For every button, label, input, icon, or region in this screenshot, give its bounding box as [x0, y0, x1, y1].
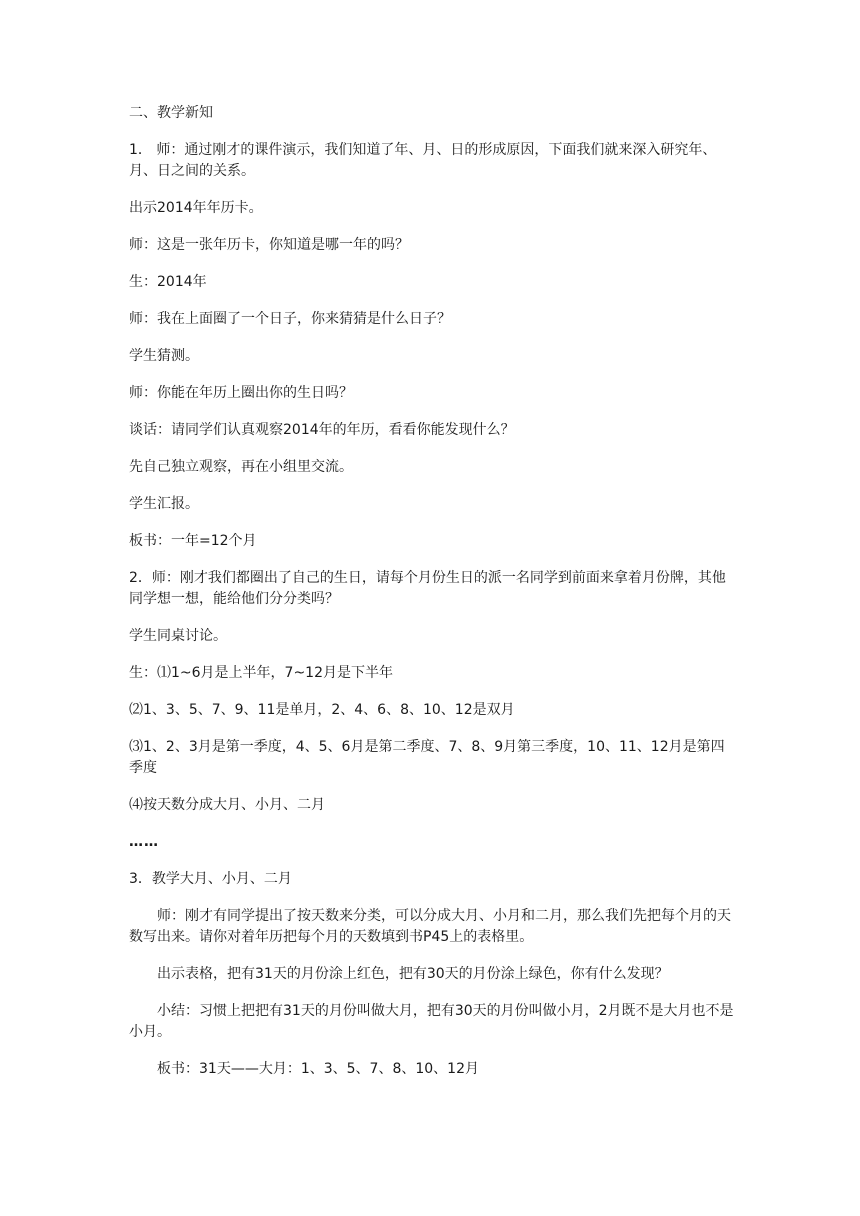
paragraph-show-calendar: 出示2014年年历卡。 [129, 200, 263, 216]
document-body [129, 103, 734, 1096]
paragraph-observe: 先自己独立观察，再在小组里交流。 [129, 459, 353, 475]
paragraph-student-answer: 生：2014年 [129, 274, 207, 290]
paragraph-board-year: 板书：一年=12个月 [129, 533, 257, 549]
paragraph-teacher-intro: 1． 师：通过刚才的课件演示，我们知道了年、月、日的形成原因，下面我们就来深入研究年、月、日之间的关系。 [129, 142, 717, 179]
paragraph-students-guess: 学生猜测。 [129, 348, 199, 364]
paragraph-board-big-month: 板书：31天——大月：1、3、5、7、8、10、12月 [157, 1061, 479, 1077]
paragraph-report: 学生汇报。 [129, 496, 199, 512]
paragraph-teacher-birthday: 师：你能在年历上圈出你的生日吗？ [129, 385, 353, 401]
paragraph-show-table: 出示表格，把有31天的月份涂上红色，把有30天的月份涂上绿色，你有什么发现？ [157, 966, 669, 982]
subsection-heading: 3．教学大月、小月、二月 [129, 871, 292, 887]
paragraph-teacher-classify: 2．师：刚才我们都圈出了自己的生日，请每个月份生日的派一名同学到前面来拿着月份牌，其他同学想一想，能给他们分分类吗？ [129, 570, 726, 607]
paragraph-answer-days: ⑷按天数分成大月、小月、二月 [129, 797, 325, 813]
paragraph-ellipsis: …… [129, 834, 159, 850]
paragraph-teacher-days: 师：刚才有同学提出了按天数来分类，可以分成大月、小月和二月，那么我们先把每个月的天数写出来。请你对着年历把每个月的天数填到书P45上的表格里。 [129, 908, 731, 945]
paragraph-summary: 小结：习惯上把把有31天的月份叫做大月，把有30天的月份叫做小月，2月既不是大月也不是小月。 [129, 1003, 734, 1040]
paragraph-desk-discuss: 学生同桌讨论。 [129, 628, 227, 644]
section-heading: 二、教学新知 [129, 105, 213, 121]
paragraph-teacher-circle: 师：我在上面圈了一个日子，你来猜猜是什么日子？ [129, 311, 451, 327]
paragraph-answer-odd-even: ⑵1、3、5、7、9、11是单月，2、4、6、8、10、12是双月 [129, 702, 515, 718]
paragraph-answer-half-year: 生：⑴1~6月是上半年，7~12月是下半年 [129, 665, 393, 681]
paragraph-talk: 谈话：请同学们认真观察2014年的年历，看看你能发现什么？ [129, 422, 515, 438]
paragraph-answer-quarters: ⑶1、2、3月是第一季度，4、5、6月是第二季度、7、8、9月第三季度，10、11、12月是第四季度 [129, 739, 725, 776]
paragraph-teacher-question: 师：这是一张年历卡，你知道是哪一年的吗？ [129, 237, 409, 253]
